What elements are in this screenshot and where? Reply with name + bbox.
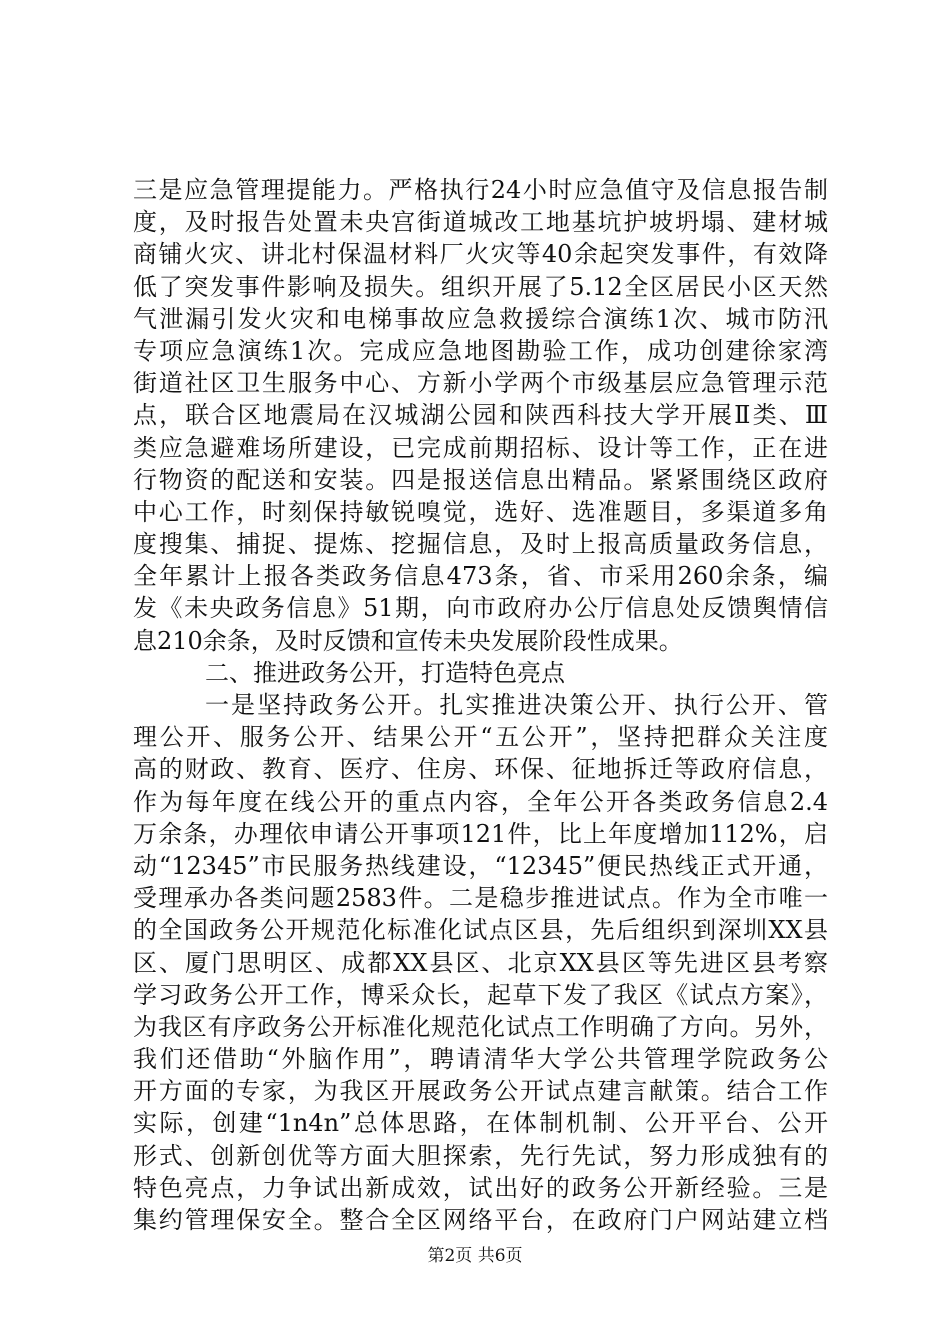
text-line: 度，及时报告处置未央宫街道城改工地基坑护坡坍塌、建材城 (133, 208, 828, 237)
document-body (133, 174, 828, 1236)
text-line: 气泄漏引发火灾和电梯事故应急救援综合演练1次、城市防汛 (133, 304, 828, 333)
text-line: 形式、创新创优等方面大胆探索，先行先试，努力形成独有的 (133, 1141, 828, 1170)
text-line: 学习政务公开工作，博采众长，起草下发了我区《试点方案》， (133, 980, 828, 1009)
text-line: 万余条，办理依申请公开事项121件，比上年度增加112%，启 (133, 819, 828, 848)
text-line: 发《未央政务信息》51期，向市政府办公厅信息处反馈舆情信 (133, 594, 828, 623)
text-line: 动“12345”市民服务热线建设，“12345”便民热线正式开通， (133, 851, 828, 880)
text-line: 实际，创建“1n4n”总体思路，在体制机制、公开平台、公开 (133, 1109, 828, 1138)
text-line: 作为每年度在线公开的重点内容，全年公开各类政务信息2.4 (133, 787, 828, 816)
text-line: 类应急避难场所建设，已完成前期招标、设计等工作，正在进 (133, 433, 828, 462)
text-line: 度搜集、捕捉、提炼、挖掘信息，及时上报高质量政务信息， (133, 530, 828, 559)
text-line: 开方面的专家，为我区开展政务公开试点建言献策。结合工作 (133, 1077, 828, 1106)
text-line: 的全国政务公开规范化标准化试点区县，先后组织到深圳XX县 (133, 916, 828, 945)
text-line: 理公开、服务公开、结果公开“五公开”，坚持把群众关注度 (133, 723, 828, 752)
text-line: 一是坚持政务公开。扎实推进决策公开、执行公开、管 (205, 691, 828, 719)
text-line: 中心工作，时刻保持敏锐嗅觉，选好、选准题目，多渠道多角 (133, 497, 828, 526)
text-line: 特色亮点，力争试出新成效，试出好的政务公开新经验。三是 (133, 1173, 828, 1202)
section-heading: 二、推进政务公开，打造特色亮点 (205, 658, 565, 687)
text-line: 低了突发事件影响及损失。组织开展了5.12全区居民小区天然 (133, 272, 828, 301)
text-line: 商铺火灾、讲北村保温材料厂火灾等40余起突发事件，有效降 (133, 240, 828, 269)
text-line: 受理承办各类问题2583件。二是稳步推进试点。作为全市唯一 (133, 884, 828, 913)
text-line: 区、厦门思明区、成都XX县区、北京XX县区等先进区县考察 (133, 948, 828, 977)
text-line: 集约管理保安全。整合全区网络平台，在政府门户网站建立档 (133, 1206, 828, 1234)
text-line: 全年累计上报各类政务信息473条，省、市采用260余条，编 (133, 562, 828, 591)
text-line: 点，联合区地震局在汉城湖公园和陕西科技大学开展Ⅱ类、Ⅲ (133, 401, 828, 430)
text-line: 三是应急管理提能力。严格执行24小时应急值守及信息报告制 (133, 176, 828, 204)
text-line: 我们还借助“外脑作用”，聘请清华大学公共管理学院政务公 (133, 1045, 828, 1074)
text-line: 街道社区卫生服务中心、方新小学两个市级基层应急管理示范 (133, 369, 828, 398)
text-line: 行物资的配送和安装。四是报送信息出精品。紧紧围绕区政府 (133, 465, 828, 494)
text-line: 为我区有序政务公开标准化规范化试点工作明确了方向。另外， (133, 1012, 828, 1041)
text-line: 专项应急演练1次。完成应急地图勘验工作，成功创建徐家湾 (133, 336, 828, 365)
text-line: 息210余条，及时反馈和宣传未央发展阶段性成果。 (133, 626, 683, 655)
page-footer: 第2页 共6页 (427, 1246, 523, 1266)
text-line: 高的财政、教育、医疗、住房、环保、征地拆迁等政府信息， (133, 755, 828, 784)
